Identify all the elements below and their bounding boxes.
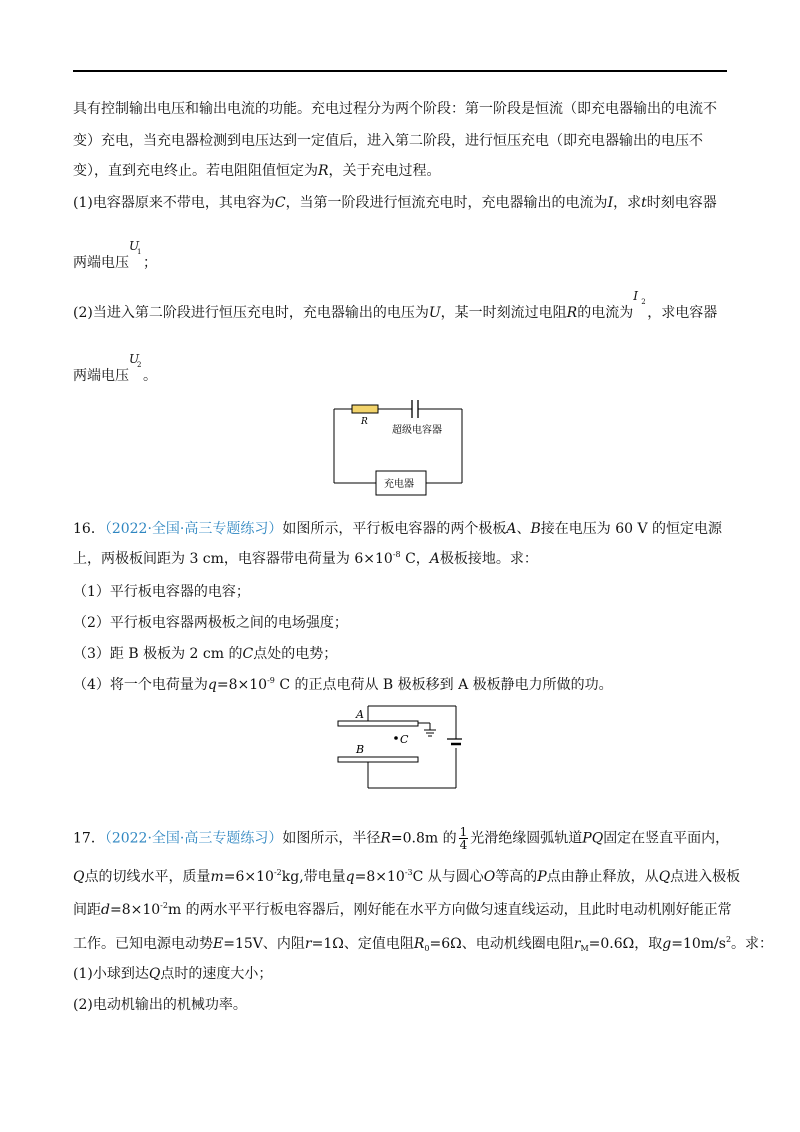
q17-line-3: 间距$d=8\times 10^{-2}m$ 的两水平平行板电容器后，刚好能在水平方向做匀速直线运动，且此时电动机刚好能正常 — [73, 901, 732, 918]
plate-b-label: B — [356, 743, 365, 756]
q17-sub-1: (1)小球到达Q点时的速度大小； — [73, 966, 273, 982]
intro-line-1: 具有控制输出电压和输出电流的功能。充电过程分为两个阶段：第一阶段是恒流（即充电器输出的电流不 — [73, 101, 717, 117]
plate-a-label: A — [356, 708, 364, 721]
q16-source: （2022·全国·高三专题练习） — [104, 521, 283, 537]
q17-sub-2: (2)电动机输出的机械功率。 — [73, 997, 247, 1013]
q16-sub-4: （4）将一个电荷量为$q=8\times 10^{-9}$ C 的正点电荷从 B 极板移到 A 极板静电力所做的功。 — [73, 676, 613, 693]
intro-line-3: 变），直到充电终止。若电阻阻值恒定为R，关于充电过程。 — [73, 163, 441, 179]
q16-line-1: 16．（2022·全国·高三专题练习）如图所示，平行板电容器的两个极板A、B接在电压为 60 V 的恒定电源 — [73, 521, 723, 537]
q17-source: （2022·全国·高三专题练习） — [104, 830, 283, 847]
header-rule — [73, 70, 727, 72]
q16-capacitor-figure — [330, 696, 462, 792]
i2-symbol: I 2 — [633, 289, 646, 306]
u1-symbol: U 1 — [129, 239, 142, 256]
q16-sub-1: （1）平行板电容器的电容； — [73, 584, 250, 600]
quarter-fraction: $\frac{1}{4}$ — [459, 825, 468, 852]
q15-circuit-figure — [320, 396, 470, 500]
u2-symbol: U 2 — [129, 352, 142, 369]
q17-line-4: 工作。已知电源电动势E=15V、内阻r=1Ω、定值电阻$R_0=6\Omega$、电动机线圈电阻$r_M=0.6\Omega$，取$g=10m/s^2$。求： — [73, 935, 774, 953]
capacitor-label: 超级电容器 — [392, 425, 442, 436]
q16-sub-3: （3）距 B 极板为 2 cm 的C点处的电势； — [73, 646, 338, 662]
point-c-label: C — [400, 733, 409, 746]
resistor-label: R — [361, 417, 368, 427]
resistor-symbol — [352, 405, 378, 413]
q15-part2-line2: 两端电压 U 2 。 — [73, 352, 157, 384]
q16-line-2: 上，两极板间距为 3 cm，电容器带电荷量为 $6\times 10^{-8}$ C，A极板接地。求： — [73, 550, 538, 567]
point-c-dot — [394, 736, 398, 740]
q17-line-1: 17．（2022·全国·高三专题练习）如图所示，半径R=0.8m 的 $\frac{1}{4}$ 光滑绝缘圆弧轨道PQ固定在竖直平面内， — [73, 825, 730, 852]
q16-sub-2: （2）平行板电容器两极板之间的电场强度； — [73, 615, 348, 631]
q15-part1-line2: 两端电压 U 1 ； — [73, 239, 157, 271]
q17-line-2: Q点的切线水平，质量$m=6\times 10^{-2}kg$,带电量$q=8\times 10^{-3}C$ 从与圆心O等高的P点由静止释放，从Q点进入极板 — [73, 868, 741, 885]
q15-part2-line1: (2)当进入第二阶段进行恒压充电时，充电器输出的电压为U，某一时刻流过电阻R的电流为 I 2 ，求电容器 — [73, 289, 718, 321]
q15-part1-line1: (1)电容器原来不带电，其电容为C，当第一阶段进行恒流充电时，充电器输出的电流为I，求t时刻电容器 — [73, 195, 717, 211]
intro-line-2: 变）充电，当充电器检测到电压达到一定值后，进入第二阶段，进行恒压充电（即充电器输出的电压不 — [73, 133, 703, 149]
charger-label: 充电器 — [384, 479, 414, 490]
